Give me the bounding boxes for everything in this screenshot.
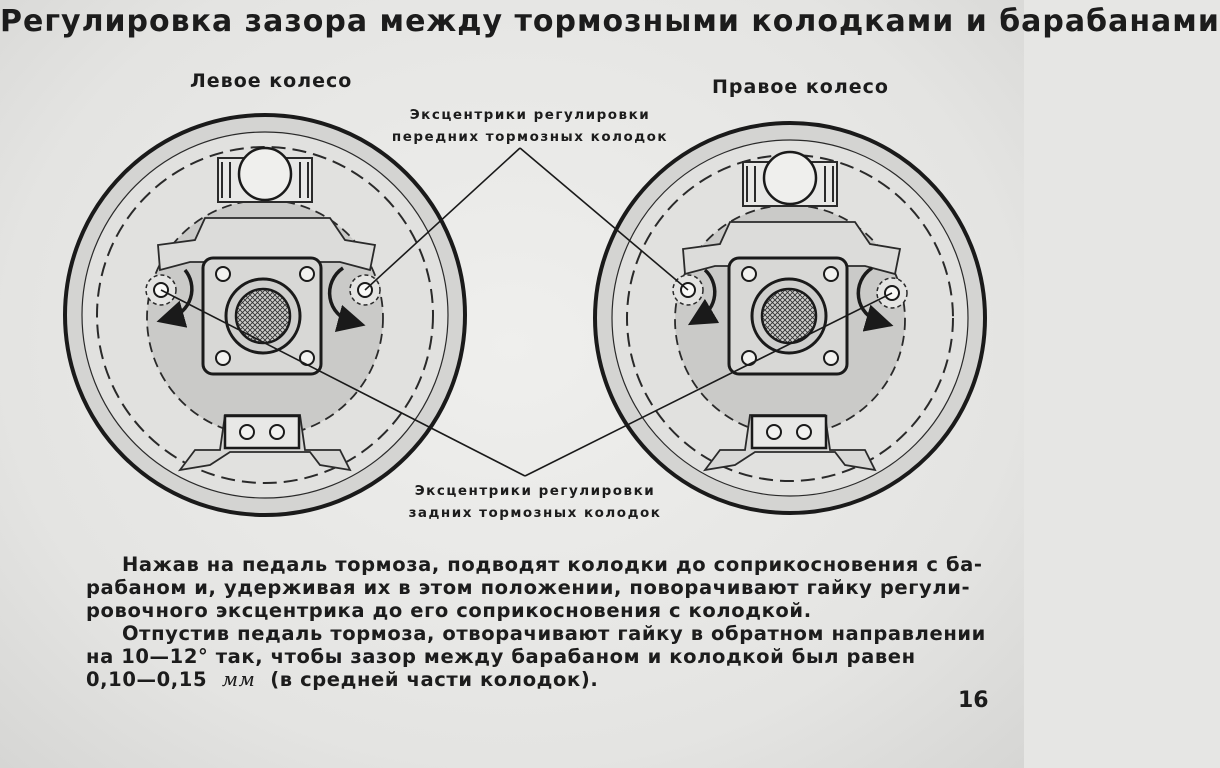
right-bolt: [824, 267, 838, 281]
front-callout-line1: Эксцентрики регулировки: [409, 107, 651, 123]
right-anchor-block: [752, 416, 826, 448]
right-anchor-pin: [797, 425, 811, 439]
page-number: 16: [958, 688, 989, 713]
gap-note: (в средней части колодок).: [270, 668, 599, 691]
gap-unit: мм: [221, 668, 256, 691]
right-bolt: [824, 351, 838, 365]
right-anchor-pin: [767, 425, 781, 439]
paragraph-2-line-2: на 10—12° так, чтобы зазор между барабаном и колодкой был равен: [86, 645, 916, 668]
right-wheel: [595, 123, 985, 513]
left-bolt: [300, 267, 314, 281]
instruction-text: [86, 553, 986, 691]
paragraph-1-line-2: рабаном и, удерживая их в этом положении, поворачивают гайку регули-: [86, 576, 971, 599]
left-anchor-pin: [240, 425, 254, 439]
page-title: Регулировка зазора между тормозными колодками и барабанами: [0, 4, 1220, 39]
front-callout-line2: передних тормозных колодок: [391, 129, 669, 145]
rear-callout-line1: Эксцентрики регулировки: [414, 483, 656, 499]
left-cylinder-piston: [239, 148, 291, 200]
left-anchor-pin: [270, 425, 284, 439]
paragraph-1-line-1: Нажав на педаль тормоза, подводят колодки до соприкосновения с ба-: [122, 553, 983, 576]
left-anchor-block: [225, 416, 299, 448]
right-cylinder-piston: [764, 152, 816, 204]
gap-range: 0,10—0,15: [86, 668, 208, 691]
right-bolt: [742, 267, 756, 281]
left-bolt: [216, 351, 230, 365]
rear-callout-line2: задних тормозных колодок: [408, 505, 662, 521]
paragraph-2-line-1: Отпустив педаль тормоза, отворачивают гайку в обратном направлении: [122, 622, 986, 645]
paragraph-1-line-3: ровочного эксцентрика до его соприкосновения с колодкой.: [86, 599, 812, 622]
left-wheel-label: Левое колесо: [190, 70, 353, 92]
right-bolt: [742, 351, 756, 365]
left-bolt: [216, 267, 230, 281]
right-wheel-label: Правое колесо: [712, 76, 889, 98]
paragraph-2-line-3: [86, 668, 966, 691]
left-axle-core: [236, 289, 290, 343]
left-wheel: [65, 115, 465, 515]
